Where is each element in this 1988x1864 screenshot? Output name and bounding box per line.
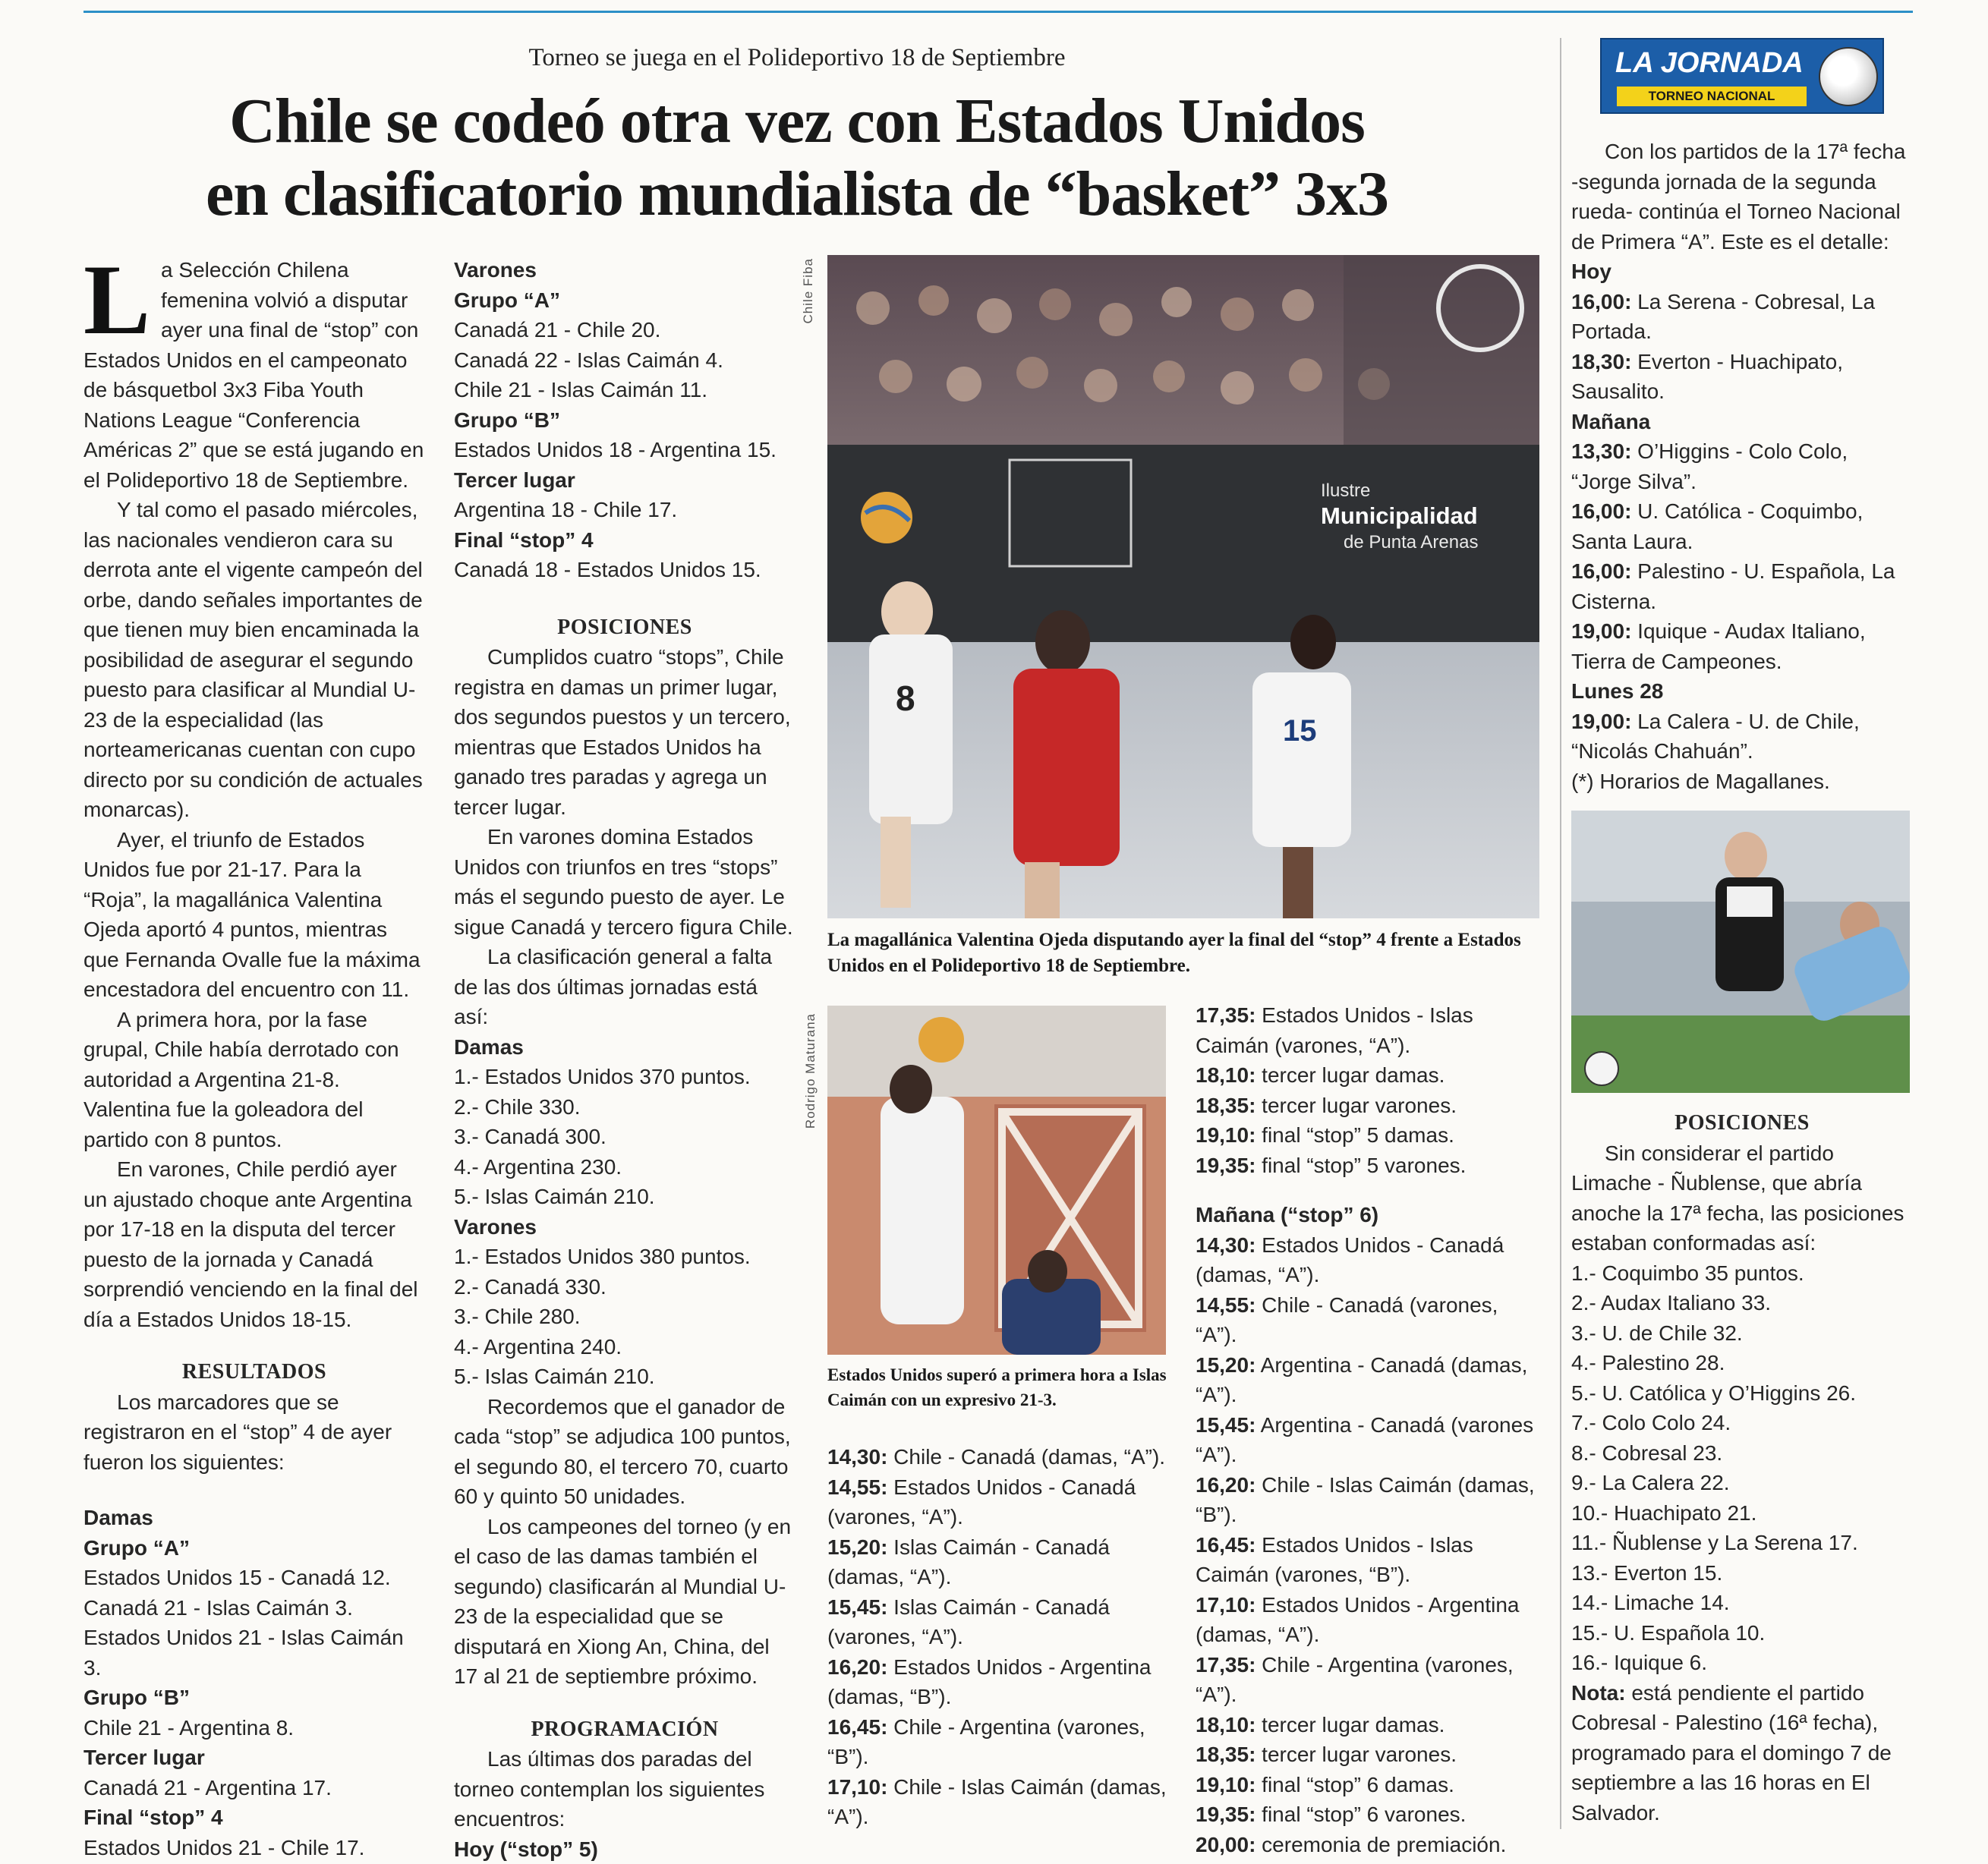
schedule-item <box>1196 1410 1541 1470</box>
schedule-text: Chile - Canadá (damas, “A”). <box>887 1445 1165 1469</box>
schedule-time: 16,20: <box>827 1655 887 1679</box>
damas-heading: Damas <box>454 1032 796 1063</box>
tercer-lugar-heading: Tercer lugar <box>454 465 796 496</box>
sidebar-intro: Con los partidos de la 17ª fecha -segunda jornada de la segunda rueda- continúa el Torneo Nacional de Primera “A”. Este es el detalle: <box>1571 137 1913 257</box>
schedule-text: tercer lugar damas. <box>1255 1063 1445 1087</box>
nota-label: Nota: <box>1571 1681 1626 1705</box>
result-line: Canadá 22 - Islas Caimán 4. <box>454 345 796 376</box>
manana-heading: Mañana (“stop” 6) <box>1196 1200 1541 1230</box>
schedule-item <box>827 1532 1177 1592</box>
standing-line: 10.- Huachipato 21. <box>1571 1498 1913 1529</box>
schedule-item <box>827 1652 1177 1712</box>
standing-line: 4.- Argentina 240. <box>454 1332 796 1362</box>
resultados-intro: Los marcadores que se registraron en el “stop” 4 de ayer fueron los siguientes: <box>83 1387 425 1478</box>
paragraph-1 <box>83 255 425 495</box>
resultados-heading: RESULTADOS <box>83 1357 425 1387</box>
standing-line: 13.- Everton 15. <box>1571 1558 1913 1588</box>
fixture-time: 19,00: <box>1571 619 1631 643</box>
schedule-item <box>827 1472 1177 1532</box>
schedule-text: Estados Unidos - Argentina (damas, “A”). <box>1196 1593 1520 1647</box>
standing-line: 11.- Ñublense y La Serena 17. <box>1571 1528 1913 1558</box>
paragraph-5: En varones, Chile perdió ayer un ajustado choque ante Argentina por 17-18 en la disputa del tercer puesto de la jornada y Canadá sorprendió venciendo en la final del día a Estados Unidos 18-15. <box>83 1154 425 1334</box>
fixture-item <box>1571 436 1913 496</box>
photo-credit: Chile Fiba <box>801 258 816 324</box>
schedule-text: Estados Unidos - Canadá (damas, “A”). <box>1196 1233 1504 1287</box>
schedule-item <box>1196 1590 1541 1650</box>
standing-line: 2.- Chile 330. <box>454 1092 796 1122</box>
schedule-time: 19,35: <box>1196 1803 1255 1826</box>
schedule-item <box>1196 1060 1541 1091</box>
schedule-item <box>1196 1290 1541 1350</box>
schedule-text: Islas Caimán - Canadá (varones, “A”). <box>827 1595 1110 1649</box>
schedule-time: 14,30: <box>827 1445 887 1469</box>
sidebar-photo-image <box>1571 811 1910 1093</box>
schedule-time: 16,45: <box>827 1715 887 1739</box>
schedule-time: 19,35: <box>1196 1154 1255 1177</box>
fixture-time: 16,00: <box>1571 559 1631 583</box>
soccer-ball-icon <box>1819 47 1878 106</box>
schedule-time: 15,45: <box>1196 1413 1255 1437</box>
schedule-time: 15,20: <box>1196 1353 1255 1377</box>
schedule-time: 17,10: <box>1196 1593 1255 1617</box>
schedule-time: 14,55: <box>827 1475 887 1499</box>
schedule-time: 14,30: <box>1196 1233 1255 1257</box>
result-line: Estados Unidos 15 - Canadá 12. <box>83 1563 425 1593</box>
schedule-text: final “stop” 6 varones. <box>1255 1803 1466 1826</box>
varones-heading: Varones <box>454 255 796 285</box>
schedule-item <box>1196 1470 1541 1530</box>
sidebar-top <box>1571 137 1913 796</box>
secondary-photo <box>827 1006 1166 1355</box>
result-line: Argentina 18 - Chile 17. <box>454 495 796 525</box>
schedule-time: 18,10: <box>1196 1713 1255 1736</box>
schedule-text: Chile - Islas Caimán (damas, “A”). <box>827 1775 1167 1829</box>
standing-line: 16.- Iquique 6. <box>1571 1648 1913 1678</box>
schedule-text: Chile - Islas Caimán (damas, “B”). <box>1196 1473 1535 1527</box>
sidebar-divider <box>1560 38 1561 1829</box>
schedule-item <box>827 1592 1177 1652</box>
result-line: Estados Unidos 21 - Islas Caimán 3. <box>83 1623 425 1683</box>
fixture-item <box>1571 616 1913 676</box>
schedule-item <box>827 1442 1177 1472</box>
standing-line: 8.- Cobresal 23. <box>1571 1438 1913 1469</box>
standing-line: 5.- Islas Caimán 210. <box>454 1362 796 1392</box>
standing-line: 9.- La Calera 22. <box>1571 1468 1913 1498</box>
standing-line: 1.- Coquimbo 35 puntos. <box>1571 1258 1913 1289</box>
fixture-time: 16,00: <box>1571 499 1631 523</box>
schedule-item <box>827 1712 1177 1772</box>
schedule-item <box>1196 1530 1541 1590</box>
result-line: Canadá 21 - Argentina 17. <box>83 1773 425 1803</box>
fixture-text: U. Católica - Coquimbo, Santa Laura. <box>1571 499 1863 553</box>
standing-line: 4.- Palestino 28. <box>1571 1348 1913 1378</box>
fixture-time: 13,30: <box>1571 439 1631 463</box>
schedule-item <box>1196 1350 1541 1410</box>
grupo-b-heading: Grupo “B” <box>454 405 796 436</box>
final-heading: Final “stop” 4 <box>83 1803 425 1833</box>
column-1 <box>83 255 425 1862</box>
jersey-number-15: 15 <box>1283 714 1317 748</box>
main-photo-image <box>827 255 1539 918</box>
result-line: Canadá 21 - Chile 20. <box>454 315 796 345</box>
schedule-time: 19,10: <box>1196 1773 1255 1796</box>
schedule-time: 17,35: <box>1196 1003 1255 1027</box>
fixture-text: La Calera - U. de Chile, “Nicolás Chahuán”. <box>1571 710 1860 764</box>
standing-line: 3.- Canadá 300. <box>454 1122 796 1152</box>
sidebar-nota <box>1571 1678 1913 1828</box>
schedule-text: ceremonia de premiación. <box>1255 1833 1506 1856</box>
schedule-text: final “stop” 6 damas. <box>1255 1773 1454 1796</box>
varones-heading: Varones <box>454 1212 796 1242</box>
schedule-item <box>1196 1710 1541 1740</box>
paragraph-3: Ayer, el triunfo de Estados Unidos fue por 21-17. Para la “Roja”, la magallánica Valentina Ojeda aportó 4 puntos, mientras que Fernanda Ovalle fue la máxima encestadora del encuentro con 11. <box>83 825 425 1005</box>
fixture-text: Iquique - Audax Italiano, Tierra de Campeones. <box>1571 619 1866 673</box>
fixture-time: 19,00: <box>1571 710 1631 733</box>
schedule-time: 18,10: <box>1196 1063 1255 1087</box>
grupo-a-heading: Grupo “A” <box>454 285 796 316</box>
fixture-item <box>1571 496 1913 556</box>
paragraph: Cumplidos cuatro “stops”, Chile registra en damas un primer lugar, dos segundos puestos y un tercero, mientras que Estados Unidos ha ganado tres paradas y agrega un tercer lugar. <box>454 642 796 822</box>
photo-credit: Rodrigo Maturana <box>803 1013 818 1129</box>
paragraph-4: A primera hora, por la fase grupal, Chile había derrotado con autoridad a Argentina 21-8. Valentina fue la goleadora del partido con 8 puntos. <box>83 1005 425 1155</box>
standing-line: 3.- U. de Chile 32. <box>1571 1318 1913 1349</box>
schedule-text: Islas Caimán - Canadá (damas, “A”). <box>827 1535 1110 1589</box>
standing-line: 5.- U. Católica y O’Higgins 26. <box>1571 1378 1913 1409</box>
schedule-text: Argentina - Canadá (damas, “A”). <box>1196 1353 1527 1407</box>
logo-title: LA JORNADA <box>1615 47 1804 80</box>
grupo-b-heading: Grupo “B” <box>83 1683 425 1713</box>
damas-heading: Damas <box>83 1503 425 1533</box>
fixture-item <box>1571 556 1913 616</box>
schedule-item <box>1196 1770 1541 1800</box>
fixture-item <box>1571 287 1913 347</box>
standing-line: 15.- U. Española 10. <box>1571 1618 1913 1648</box>
column-3 <box>827 1442 1177 1832</box>
final-heading: Final “stop” 4 <box>454 525 796 556</box>
paragraph: La clasificación general a falta de las dos últimas jornadas está así: <box>454 942 796 1032</box>
secondary-photo-image <box>827 1006 1166 1355</box>
schedule-time: 16,45: <box>1196 1533 1255 1557</box>
logo-subtitle: TORNEO NACIONAL <box>1617 87 1807 106</box>
schedule-item <box>1196 1230 1541 1290</box>
kicker: Torneo se juega en el Polideportivo 18 de Septiembre <box>83 44 1511 72</box>
schedule-text: Estados Unidos - Islas Caimán (varones, “B”). <box>1196 1533 1473 1587</box>
schedule-time: 14,55: <box>1196 1293 1255 1317</box>
la-jornada-logo <box>1600 38 1884 114</box>
schedule-text: tercer lugar varones. <box>1255 1743 1457 1766</box>
schedule-time: 16,20: <box>1196 1473 1255 1497</box>
headline-line-1: Chile se codeó otra vez con Estados Unidos <box>83 85 1511 158</box>
programacion-heading: PROGRAMACIÓN <box>454 1714 796 1745</box>
schedule-item <box>1196 1799 1541 1830</box>
banner-line-3: de Punta Arenas <box>1344 532 1478 553</box>
fixture-text: Palestino - U. Española, La Cisterna. <box>1571 559 1895 613</box>
tercer-lugar-heading: Tercer lugar <box>83 1743 425 1773</box>
schedule-text: Estados Unidos - Canadá (varones, “A”). <box>827 1475 1136 1529</box>
schedule-text: tercer lugar varones. <box>1255 1094 1457 1117</box>
schedule-text: final “stop” 5 damas. <box>1255 1123 1454 1147</box>
schedule-item <box>1196 1000 1541 1060</box>
schedule-item <box>1196 1091 1541 1121</box>
standing-line: 2.- Audax Italiano 33. <box>1571 1288 1913 1318</box>
posiciones-intro: Sin considerar el partido Limache - Ñublense, que abría anoche la 17ª fecha, las posiciones estaban conformadas así: <box>1571 1138 1913 1258</box>
column-2 <box>454 255 796 1864</box>
grupo-a-heading: Grupo “A” <box>83 1533 425 1563</box>
fixture-time: 16,00: <box>1571 290 1631 313</box>
schedule-text: tercer lugar damas. <box>1255 1713 1445 1736</box>
main-photo-caption: La magallánica Valentina Ojeda disputando ayer la final del “stop” 4 frente a Estados Unidos en el Polideportivo 18 de Septiembre. <box>827 927 1539 979</box>
nota-text: está pendiente el partido Cobresal - Palestino (16ª fecha), programado para el domingo 7 de septiembre a las 16 horas en El Salvador. <box>1571 1681 1892 1825</box>
paragraph: Las últimas dos paradas del torneo contemplan los siguientes encuentros: <box>454 1744 796 1834</box>
headline-line-2: en clasificatorio mundialista de “basket” 3x3 <box>83 158 1511 231</box>
schedule-text: Chile - Argentina (varones, “A”). <box>1196 1653 1514 1707</box>
sidebar-note: (*) Horarios de Magallanes. <box>1571 767 1913 797</box>
standing-line: 5.- Islas Caimán 210. <box>454 1182 796 1212</box>
fixture-time: 18,30: <box>1571 350 1631 373</box>
schedule-time: 15,20: <box>827 1535 887 1559</box>
paragraph-2: Y tal como el pasado miércoles, las nacionales vendieron cara su derrota ante el vigente campeón del orbe, dando señales importantes de que tienen muy bien encaminada la posibilidad de asegurar el segundo puesto para clasificar al Mundial U-23 de la especialidad (las norteamericanas cuentan con cupo directo por su condición de actuales monarcas). <box>83 495 425 825</box>
posiciones-heading: POSICIONES <box>1571 1108 1913 1138</box>
posiciones-heading: POSICIONES <box>454 612 796 643</box>
schedule-item <box>1196 1740 1541 1770</box>
result-line: Chile 21 - Argentina 8. <box>83 1713 425 1743</box>
result-line: Canadá 18 - Estados Unidos 15. <box>454 555 796 585</box>
standing-line: 1.- Estados Unidos 380 puntos. <box>454 1242 796 1272</box>
schedule-item <box>1196 1151 1541 1181</box>
schedule-time: 18,35: <box>1196 1094 1255 1117</box>
standing-line: 3.- Chile 280. <box>454 1302 796 1332</box>
paragraph-1-text: a Selección Chilena femenina volvió a disputar ayer una final de “stop” con Estados Unidos en el campeonato de básquetbol 3x3 Fiba Youth Nations League “Conferencia Américas 2” que se está jugando en el Polideportivo 18 de Septiembre. <box>83 258 424 492</box>
schedule-text: Estados Unidos - Argentina (damas, “B”). <box>827 1655 1152 1709</box>
paragraph: En varones domina Estados Unidos con triunfos en tres “stops” más el segundo puesto de ayer. Le sigue Canadá y tercero figura Chile. <box>454 822 796 942</box>
top-rule <box>83 0 1913 13</box>
schedule-text: Argentina - Canadá (varones “A”). <box>1196 1413 1533 1467</box>
main-photo <box>827 255 1539 918</box>
standing-line: 1.- Estados Unidos 370 puntos. <box>454 1062 796 1092</box>
schedule-time: 15,45: <box>827 1595 887 1619</box>
banner-line-2: Municipalidad <box>1321 502 1478 529</box>
standing-line: 4.- Argentina 230. <box>454 1152 796 1182</box>
schedule-item <box>1196 1830 1541 1860</box>
schedule-time: 18,35: <box>1196 1743 1255 1766</box>
schedule-item <box>1196 1120 1541 1151</box>
headline <box>83 85 1511 231</box>
schedule-time: 17,35: <box>1196 1653 1255 1677</box>
schedule-text: final “stop” 5 varones. <box>1255 1154 1466 1177</box>
fixture-item <box>1571 347 1913 407</box>
schedule-item <box>1196 1650 1541 1710</box>
fixture-text: O’Higgins - Colo Colo, “Jorge Silva”. <box>1571 439 1848 493</box>
secondary-photo-caption: Estados Unidos superó a primera hora a Islas Caimán con un expresivo 21-3. <box>827 1362 1177 1412</box>
standing-line: 7.- Colo Colo 24. <box>1571 1408 1913 1438</box>
schedule-text: Chile - Argentina (varones, “B”). <box>827 1715 1145 1769</box>
result-line: Estados Unidos 18 - Argentina 15. <box>454 435 796 465</box>
sidebar-bottom <box>1571 1108 1913 1828</box>
dropcap: L <box>83 258 150 342</box>
schedule-time: 20,00: <box>1196 1833 1255 1856</box>
schedule-item <box>827 1772 1177 1832</box>
standing-line: 2.- Canadá 330. <box>454 1272 796 1302</box>
fixture-item <box>1571 707 1913 767</box>
paragraph: Recordemos que el ganador de cada “stop” se adjudica 100 puntos, el segundo 80, el tercero 70, cuarto 60 y quinto 50 unidades. <box>454 1392 796 1512</box>
result-line: Estados Unidos 21 - Chile 17. <box>83 1833 425 1863</box>
banner-line-1: Ilustre <box>1321 480 1370 501</box>
schedule-time: 19,10: <box>1196 1123 1255 1147</box>
hoy-heading: Hoy <box>1571 257 1913 287</box>
paragraph: Los campeones del torneo (y en el caso de las damas también el segundo) clasificarán al Mundial U-23 de la especialidad que se disputará en Xiong An, China, del 17 al 21 de septiembre próximo. <box>454 1512 796 1692</box>
schedule-time: 17,10: <box>827 1775 887 1799</box>
fixture-text: Everton - Huachipato, Sausalito. <box>1571 350 1843 404</box>
hoy-heading: Hoy (“stop” 5) <box>454 1834 796 1864</box>
standing-line: 14.- Limache 14. <box>1571 1588 1913 1618</box>
fixture-text: La Serena - Cobresal, La Portada. <box>1571 290 1875 344</box>
schedule-text: Chile - Canadá (varones, “A”). <box>1196 1293 1498 1347</box>
schedule-text: Estados Unidos - Islas Caimán (varones, “A”). <box>1196 1003 1473 1057</box>
sidebar-photo <box>1571 811 1910 1093</box>
result-line: Canadá 21 - Islas Caimán 3. <box>83 1593 425 1623</box>
manana-heading: Mañana <box>1571 407 1913 437</box>
result-line: Chile 21 - Islas Caimán 11. <box>454 375 796 405</box>
column-4 <box>1196 1000 1541 1859</box>
lunes-heading: Lunes 28 <box>1571 676 1913 707</box>
jersey-number-8: 8 <box>896 679 915 718</box>
